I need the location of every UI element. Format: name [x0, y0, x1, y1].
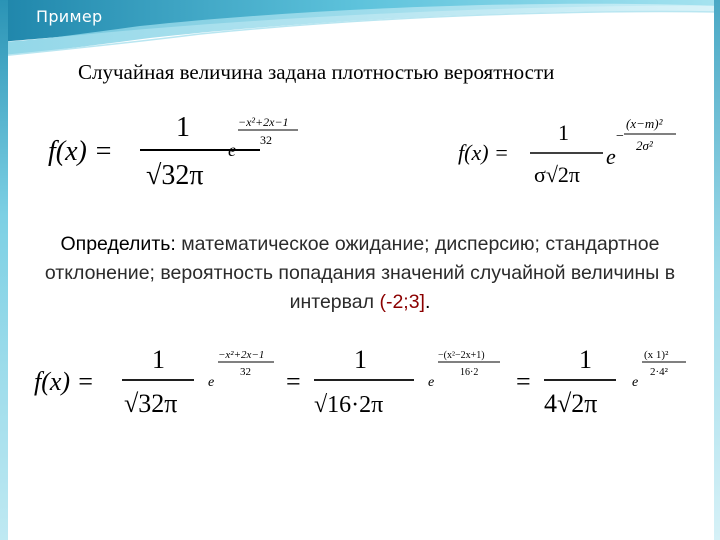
equals-sign: =	[286, 367, 301, 396]
exponent-sign: −	[616, 129, 624, 144]
step1-exponent-numerator: −x²+2x−1	[218, 349, 265, 361]
exponent-numerator: (x−m)²	[626, 116, 663, 131]
exponent-numerator: −x²+2x−1	[238, 115, 289, 129]
step3-exp-base: e	[632, 375, 639, 390]
step1-numerator: 1	[152, 345, 165, 374]
formula-lhs: f(x) =	[458, 140, 509, 165]
step3-denominator: 4√2π	[544, 389, 598, 418]
step2-exponent-numerator: −(x²−2x+1)	[438, 350, 485, 361]
exp-base: e	[606, 144, 616, 169]
step2-denominator: √16·2π	[314, 392, 384, 418]
task-lead: Определить:	[60, 233, 182, 255]
fraction-denominator: √32π	[146, 160, 204, 191]
normal-density-formula	[458, 110, 688, 190]
step2-numerator: 1	[354, 345, 367, 374]
fraction-numerator: 1	[176, 112, 190, 143]
problem-statement: Случайная величина задана плотностью вероятности	[78, 60, 555, 84]
fraction-numerator: 1	[558, 120, 569, 145]
task-text	[18, 230, 702, 317]
formula-lhs: f(x) =	[48, 136, 113, 167]
task-end: .	[424, 291, 431, 313]
given-density-formula	[48, 112, 308, 192]
step2-exponent-denominator: 16·2	[460, 367, 479, 378]
task-interval: (-2;3]	[379, 291, 425, 313]
step3-numerator: 1	[579, 345, 592, 374]
step2-exp-base: e	[428, 375, 435, 390]
task-body: математическое ожидание; дисперсию; стандартное отклонение; вероятность попадания значений случайной величины в интервал	[44, 233, 676, 313]
step1-exp-base: e	[208, 375, 215, 390]
formula-lhs: f(x) =	[34, 367, 95, 396]
step3-exponent-numerator: (x 1)²	[644, 349, 669, 361]
left-frame	[0, 0, 8, 540]
step1-denominator: √32π	[124, 389, 178, 418]
exp-base: e	[228, 140, 236, 160]
step3-exponent-denominator: 2·4²	[650, 366, 668, 378]
transformation-formula	[34, 342, 704, 426]
slide-title: Пример	[36, 7, 103, 26]
fraction-denominator: σ√2π	[534, 162, 581, 187]
exponent-denominator: 32	[260, 133, 272, 147]
step1-exponent-denominator: 32	[240, 366, 251, 378]
exponent-denominator: 2σ²	[636, 138, 653, 153]
right-frame	[714, 0, 720, 540]
equals-sign: =	[516, 367, 531, 396]
